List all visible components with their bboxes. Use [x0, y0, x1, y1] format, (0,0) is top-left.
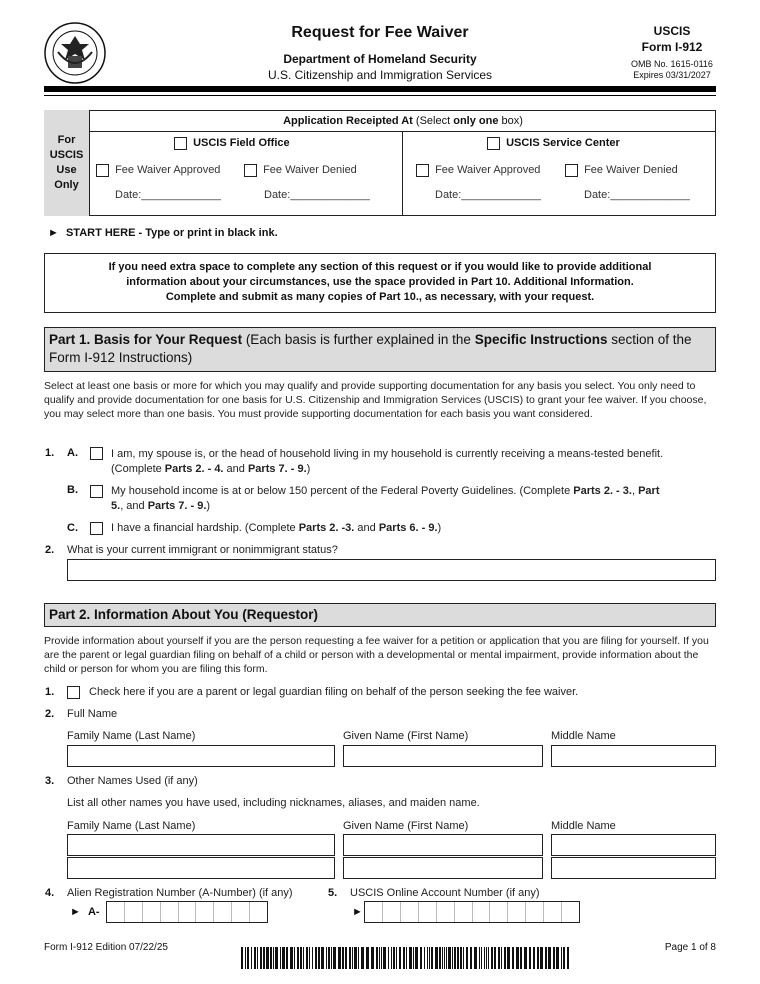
- basis-c-checkbox[interactable]: [90, 522, 103, 535]
- guardian-checkbox[interactable]: [67, 686, 80, 699]
- field-office-label: USCIS Field Office: [193, 137, 290, 150]
- service-center-checkbox[interactable]: [487, 137, 500, 150]
- arrow-icon: ►: [48, 227, 59, 239]
- field-office-checkbox[interactable]: [174, 137, 187, 150]
- receipted-paren: (Select: [412, 115, 454, 127]
- form-number: Form I-912: [641, 40, 703, 54]
- online-account-arrow: [352, 906, 363, 918]
- receipted-at-heading: [90, 110, 716, 132]
- sc-approved-option[interactable]: [416, 164, 540, 177]
- text-bold: Parts 2. - 4.: [164, 463, 224, 475]
- text-part: ): [206, 500, 211, 512]
- use-label-line: For: [57, 134, 76, 146]
- basis-b-line1: [111, 484, 716, 499]
- agency-name: U.S. Citizenship and Immigration Services: [267, 68, 493, 82]
- other-names-label: Other Names Used (if any): [67, 775, 198, 787]
- form-id-block: [612, 24, 732, 80]
- text-bold: Parts 6. - 9.: [378, 522, 438, 534]
- service-center-label: USCIS Service Center: [506, 137, 620, 150]
- use-divider: [402, 132, 403, 216]
- other-given-name-input-2[interactable]: [343, 857, 543, 879]
- extra-space-notice: [44, 253, 716, 313]
- basis-b-text: [111, 484, 716, 514]
- fo-denied-option[interactable]: [244, 164, 357, 177]
- text-part: and: [354, 522, 379, 534]
- item-letter: C.: [67, 522, 78, 534]
- text-bold: Parts 2. - 3.: [573, 485, 632, 497]
- online-account-input[interactable]: [364, 901, 580, 923]
- text-part: I have a financial hardship. (Complete: [111, 522, 299, 534]
- use-label-line: USCIS: [49, 149, 84, 161]
- item-number: 4.: [45, 887, 55, 899]
- text-bold: 5.: [111, 500, 121, 512]
- immigration-status-input[interactable]: [67, 559, 716, 581]
- other-middle-name-input-2[interactable]: [551, 857, 716, 879]
- sc-denied-label: Fee Waiver Denied: [584, 164, 678, 177]
- text-part: (Complete: [111, 463, 165, 475]
- text-bold: Parts 7. - 9.: [147, 500, 207, 512]
- text-part: , and: [120, 500, 148, 512]
- arrow-icon: ►: [352, 906, 363, 918]
- item-letter: B.: [67, 484, 78, 496]
- part2-heading: [44, 603, 716, 627]
- receipted-paren-close: box): [498, 115, 523, 127]
- other-names-hint: List all other names you have used, including nicknames, aliases, and maiden name.: [67, 797, 480, 809]
- page-number: Page 1 of 8: [664, 942, 716, 953]
- middle-name-input[interactable]: [551, 745, 716, 767]
- sc-denied-option[interactable]: [565, 164, 678, 177]
- text-bold: Parts 7. - 9.: [247, 463, 307, 475]
- item-number: 2.: [45, 708, 55, 720]
- given-name-input[interactable]: [343, 745, 543, 767]
- guardian-label: Check here if you are a parent or legal guardian filing on behalf of the person seeking the fee waiver.: [89, 686, 579, 698]
- online-account-label: USCIS Online Account Number (if any): [350, 887, 540, 899]
- part1-heading: [44, 327, 716, 372]
- part1-title-emph: Specific Instructions: [474, 332, 608, 347]
- a-number-prefix: [70, 906, 100, 918]
- other-family-name-input-1[interactable]: [67, 834, 335, 856]
- use-label-line: Use: [56, 164, 77, 176]
- notice-line: If you need extra space to complete any section of this request or if you would like to provide additional: [108, 261, 652, 273]
- fo-approved-option[interactable]: [96, 164, 220, 177]
- other-middle-name-label: Middle Name: [551, 820, 616, 832]
- notice-line: Complete and submit as many copies of Part 10., as necessary, with your request.: [165, 291, 595, 303]
- start-here-bold: START HERE: [65, 227, 136, 239]
- other-family-name-label: Family Name (Last Name): [67, 820, 196, 832]
- sc-approved-checkbox[interactable]: [416, 164, 429, 177]
- text-part: ): [437, 522, 442, 534]
- item-number: 1.: [45, 447, 55, 459]
- family-name-label: Family Name (Last Name): [67, 730, 196, 742]
- fo-approved-date[interactable]: Date:_____________: [115, 189, 221, 201]
- a-prefix-text: A-: [87, 906, 100, 918]
- department-name: Department of Homeland Security: [283, 52, 477, 66]
- header-rule-thin: [44, 95, 716, 96]
- start-here-instruction: [48, 227, 278, 239]
- use-label-line: Only: [54, 179, 79, 191]
- text-bold: Part: [638, 485, 660, 497]
- basis-c-text: [111, 522, 441, 534]
- field-office-option[interactable]: [174, 137, 290, 150]
- family-name-input[interactable]: [67, 745, 335, 767]
- agency-short: USCIS: [653, 24, 691, 38]
- basis-b-checkbox[interactable]: [90, 485, 103, 498]
- sc-approved-label: Fee Waiver Approved: [435, 164, 541, 177]
- form-edition: Form I-912 Edition 07/22/25: [44, 942, 168, 953]
- basis-a-checkbox[interactable]: [90, 447, 103, 460]
- item-number: 5.: [328, 887, 338, 899]
- fo-denied-label: Fee Waiver Denied: [263, 164, 357, 177]
- header-rule-thick: [44, 86, 716, 92]
- other-middle-name-input-1[interactable]: [551, 834, 716, 856]
- item-number: 1.: [45, 686, 55, 698]
- full-name-label: Full Name: [67, 708, 118, 720]
- basis-a-text: [111, 447, 716, 477]
- barcode-icon: [241, 947, 571, 969]
- sc-denied-date[interactable]: Date:_____________: [584, 189, 690, 201]
- fo-denied-checkbox[interactable]: [244, 164, 257, 177]
- fo-denied-date[interactable]: Date:_____________: [264, 189, 370, 201]
- arrow-icon: ►: [70, 906, 81, 918]
- sc-approved-date[interactable]: Date:_____________: [435, 189, 541, 201]
- part1-title-rest: (Each basis is further explained in the: [242, 332, 475, 347]
- text-part: and: [223, 463, 248, 475]
- given-name-label: Given Name (First Name): [343, 730, 469, 742]
- text-part: My household income is at or below 150 percent of the Federal Poverty Guidelines. (Complete: [111, 485, 574, 497]
- item-number: 3.: [45, 775, 55, 787]
- part2-title: Part 2. Information About You (Requestor): [49, 607, 319, 622]
- a-number-label: Alien Registration Number (A-Number) (if any): [67, 887, 293, 899]
- item-number: 2.: [45, 544, 55, 556]
- text-part: ,: [631, 485, 639, 497]
- text-part: ): [306, 463, 311, 475]
- a-number-input[interactable]: [106, 901, 268, 923]
- expiration-date: Expires 03/31/2027: [633, 70, 711, 80]
- receipted-emph: only one: [453, 115, 499, 127]
- part1-title-rest2: section of the Form I-912 Instructions): [49, 332, 692, 365]
- receipted-prefix: Application Receipted At: [283, 115, 413, 127]
- text-bold: Parts 2. -3.: [298, 522, 355, 534]
- other-family-name-input-2[interactable]: [67, 857, 335, 879]
- omb-number: OMB No. 1615-0116: [631, 59, 713, 69]
- uscis-use-label: [44, 110, 90, 216]
- notice-line: information about your circumstances, use the space provided in Part 10. Additional Information.: [126, 276, 634, 288]
- basis-b-line2: [111, 499, 716, 514]
- other-given-name-label: Given Name (First Name): [343, 820, 469, 832]
- start-here-rest: - Type or print in black ink.: [135, 227, 278, 239]
- other-given-name-input-1[interactable]: [343, 834, 543, 856]
- part2-intro: Provide information about yourself if you are the person requesting a fee waiver for a petition or application that you are filing for yourself. If you are the parent or legal guardian filing on behalf of a child or person with a developmental or mental impairment, provide information about the child or person for whom you are filing this form.: [44, 635, 709, 675]
- item-letter: A.: [67, 447, 78, 459]
- service-center-option[interactable]: [487, 137, 620, 150]
- status-question: What is your current immigrant or nonimmigrant status?: [67, 544, 338, 556]
- sc-denied-checkbox[interactable]: [565, 164, 578, 177]
- middle-name-label: Middle Name: [551, 730, 616, 742]
- basis-a-line1: I am, my spouse is, or the head of household living in my household is currently receiving a means-tested benefit.: [111, 448, 664, 460]
- basis-a-line2: [111, 462, 716, 477]
- fo-approved-label: Fee Waiver Approved: [115, 164, 221, 177]
- part1-intro: Select at least one basis or more for which you may qualify and provide supporting documentation for any basis you select. You only need to qualify and provide documentation for one basis for U.S. Citizenship and Immigration Services (USCIS) to grant your fee waiver. If you choose, you may select more than one basis. You must provide supporting documentation for each basis you want considered.: [44, 380, 707, 420]
- form-title: Request for Fee Waiver: [291, 24, 469, 41]
- part1-title: Part 1. Basis for Your Request: [49, 332, 243, 347]
- fo-approved-checkbox[interactable]: [96, 164, 109, 177]
